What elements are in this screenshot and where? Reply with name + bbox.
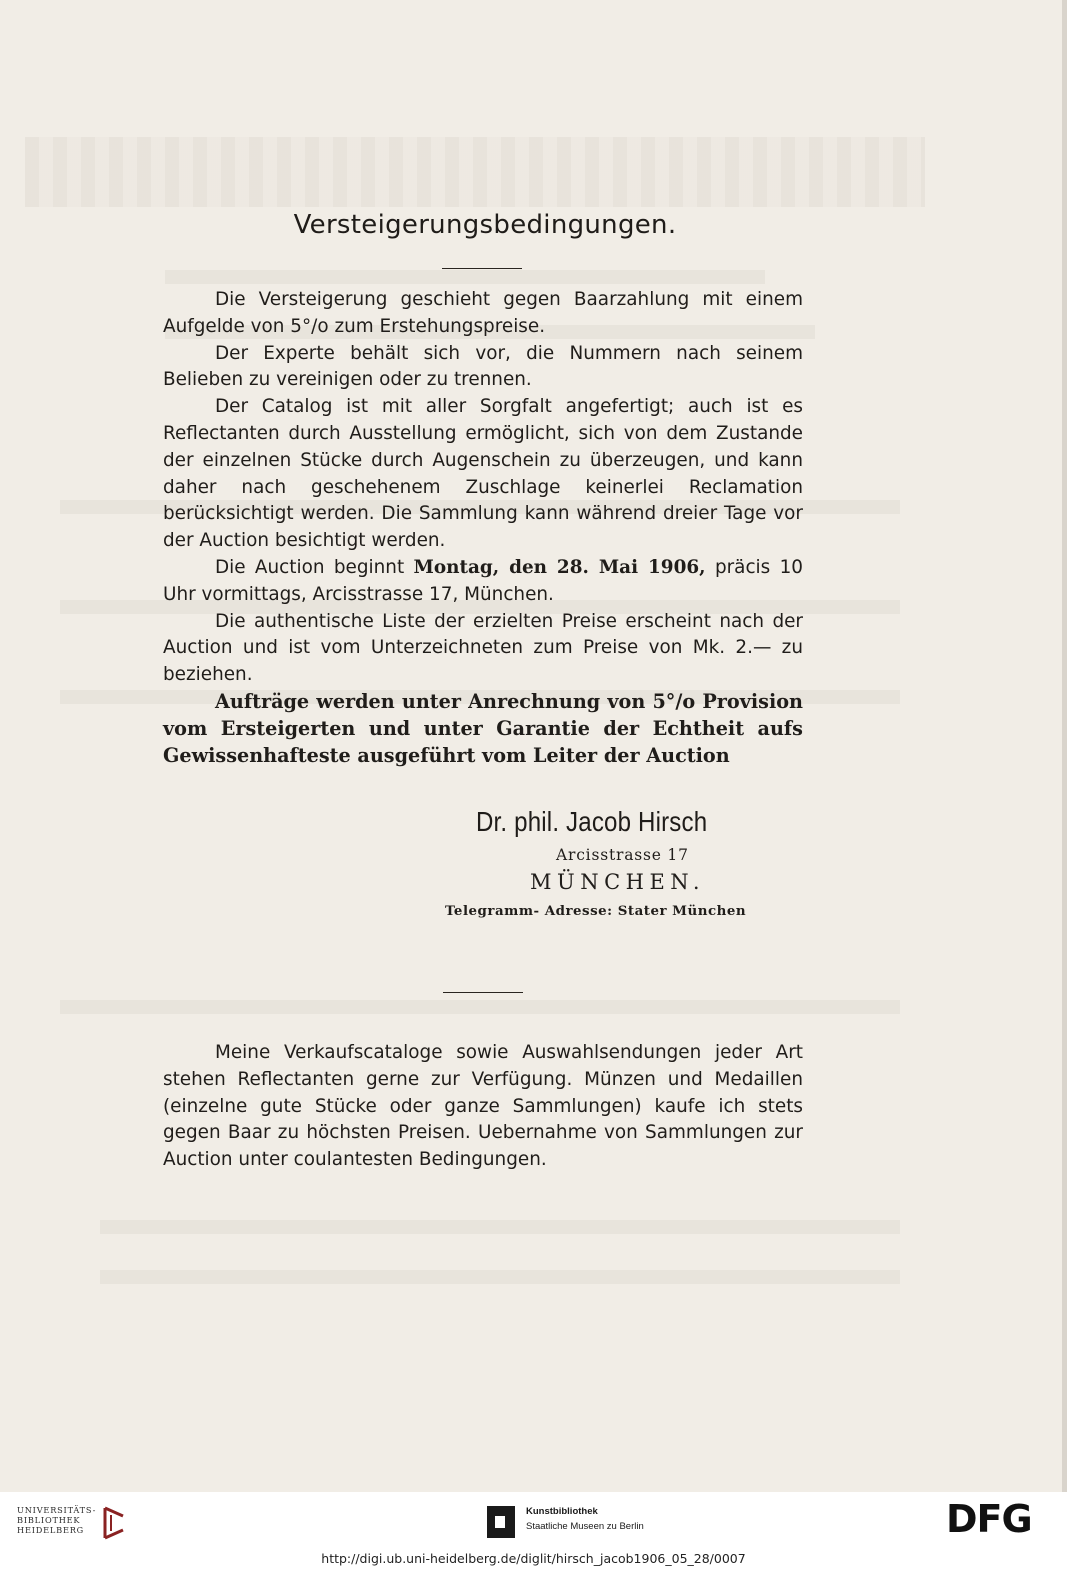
- show-through-line: [100, 1270, 900, 1284]
- show-through-line: [60, 1000, 900, 1014]
- paragraph-price-list: Die authentische Liste der erzielten Preise erscheint nach der Auction und ist vom Unterzeichneten zum Preise von Mk. 2.— zu beziehen.: [163, 610, 803, 686]
- show-through-ornament: [25, 137, 925, 207]
- conditions-text: [163, 287, 803, 769]
- kunstbibliothek-mark-icon: [487, 1506, 515, 1538]
- page-edge: [1062, 0, 1067, 1492]
- signature-city: MÜNCHEN.: [530, 870, 705, 894]
- kunstbibliothek-name: Kunstbibliothek: [526, 1506, 598, 1517]
- paragraph-catalog: Der Catalog ist mit aller Sorgfalt angefertigt; auch ist es Reflectanten durch Ausstellung ermöglicht, sich von dem Zustande der einzelnen Stücke durch Augenschein zu überzeugen, und kann daher nach geschehenem Zuschlage keinerlei Reclamation berücksichtigt werden. Die Sammlung kann während dreier Tage vor der Auction besichtigt werden.: [163, 396, 803, 552]
- dfg-logo[interactable]: DFG: [946, 1497, 1032, 1541]
- auction-date-intro: Die Auction beginnt: [215, 556, 414, 578]
- logo-line: UNIVERSITÄTS-: [17, 1505, 97, 1515]
- heidelberg-mark-icon: [101, 1506, 127, 1540]
- signature-street: Arcisstrasse 17: [556, 846, 689, 864]
- heidelberg-logo-text: [17, 1506, 96, 1535]
- heidelberg-logo[interactable]: [17, 1506, 127, 1542]
- paragraph-expert: Der Experte behält sich vor, die Nummern nach seinem Belieben zu vereinigen oder zu trennen.: [163, 342, 803, 391]
- closing-text: [163, 1040, 803, 1174]
- page-url[interactable]: http://digi.ub.uni-heidelberg.de/diglit/hirsch_jacob1906_05_28/0007: [321, 1551, 746, 1566]
- show-through-line: [100, 1220, 900, 1234]
- auction-date-details: präcis 10 Uhr vormittags, Arcisstrasse 17, München.: [163, 556, 804, 605]
- paragraph-payment: Die Versteigerung geschieht gegen Baarzahlung mit einem Aufgelde von 5°/o zum Erstehungspreise.: [163, 289, 803, 337]
- paragraph-commission-notice: Aufträge werden unter Anrechnung von 5°/o Provision vom Ersteigerten und unter Garantie der Echtheit aufs Gewissenhafteste ausgeführt vom Leiter der Auction: [163, 689, 803, 767]
- signature-name: Dr. phil. Jacob Hirsch: [476, 806, 708, 837]
- logo-line: HEIDELBERG: [17, 1524, 85, 1535]
- page-title: Versteigerungsbedingungen.: [293, 210, 677, 240]
- logo-line: BIBLIOTHEK: [17, 1514, 81, 1525]
- paragraph-closing: Meine Verkaufscataloge sowie Auswahlsendungen jeder Art stehen Reflectanten gerne zur Verfügung. Münzen und Medaillen (einzelne gute Stücke oder ganze Sammlungen) kaufe ich stets gegen Baar zu höchsten Preisen. Uebernahme von Sammlungen zur Auction unter coulantesten Bedingungen.: [163, 1042, 803, 1171]
- show-through-line: [165, 270, 765, 284]
- telegram-address: Telegramm- Adresse: Stater München: [445, 903, 747, 919]
- paragraph-auction-date: [163, 555, 803, 609]
- title-divider: [442, 268, 522, 269]
- footer-bar: [0, 1492, 1067, 1569]
- section-divider: [443, 992, 523, 993]
- kunstbibliothek-logo[interactable]: [487, 1504, 687, 1540]
- kunstbibliothek-subtitle: Staatliche Museen zu Berlin: [526, 1521, 644, 1532]
- auction-date: Montag, den 28. Mai 1906,: [413, 556, 706, 578]
